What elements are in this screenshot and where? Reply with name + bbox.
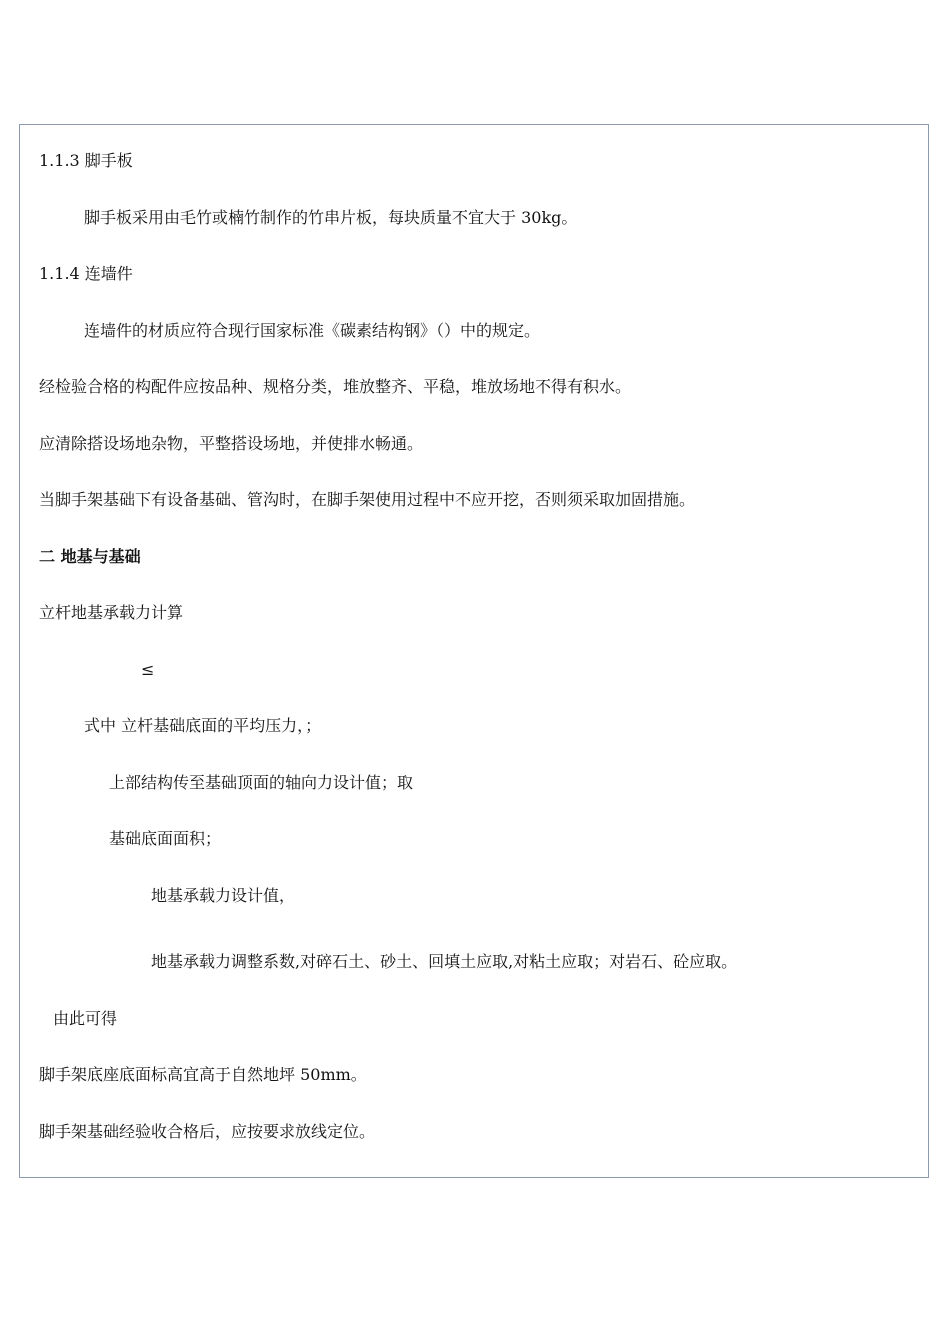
formula-conclusion: 由此可得 bbox=[53, 1009, 118, 1028]
paragraph-component-storage: 经检验合格的构配件应按品种、规格分类，堆放整齐、平稳，堆放场地不得有积水。 bbox=[39, 377, 632, 396]
document-frame bbox=[19, 124, 929, 1178]
formula-definition-pressure: 式中 立杆基础底面的平均压力，； bbox=[84, 716, 322, 735]
paragraph-layout-positioning: 脚手架基础经验收合格后，应按要求放线定位。 bbox=[39, 1122, 376, 1141]
formula-definition-bearing-capacity: 地基承载力设计值， bbox=[151, 886, 296, 905]
paragraph-scaffold-board: 脚手板采用由毛竹或楠竹制作的竹串片板，每块质量不宜大于 30kg。 bbox=[84, 208, 578, 227]
paragraph-foundation-caution: 当脚手架基础下有设备基础、管沟时，在脚手架使用过程中不应开挖，否则须采取加固措施。 bbox=[39, 490, 696, 509]
section-heading-foundation: 二 地基与基础 bbox=[39, 547, 141, 566]
heading-1-1-3: 1.1.3 脚手板 bbox=[39, 151, 133, 170]
formula-definition-adjustment-factor: 地基承载力调整系数,对碎石土、砂土、回填土应取,对粘土应取；对岩石、砼应取。 bbox=[151, 952, 738, 971]
formula-symbol: ≤ bbox=[141, 660, 155, 679]
heading-1-1-4: 1.1.4 连墙件 bbox=[39, 264, 133, 283]
formula-definition-axial-force: 上部结构传至基础顶面的轴向力设计值；取 bbox=[109, 773, 414, 792]
formula-title: 立杆地基承载力计算 bbox=[39, 603, 184, 622]
paragraph-site-clearing: 应清除搭设场地杂物，平整搭设场地，并使排水畅通。 bbox=[39, 434, 424, 453]
formula-definition-area: 基础底面面积； bbox=[109, 829, 222, 848]
paragraph-wall-connector: 连墙件的材质应符合现行国家标准《碳素结构钢》（）中的规定。 bbox=[84, 321, 541, 340]
paragraph-base-elevation: 脚手架底座底面标高宜高于自然地坪 50mm。 bbox=[39, 1065, 367, 1084]
